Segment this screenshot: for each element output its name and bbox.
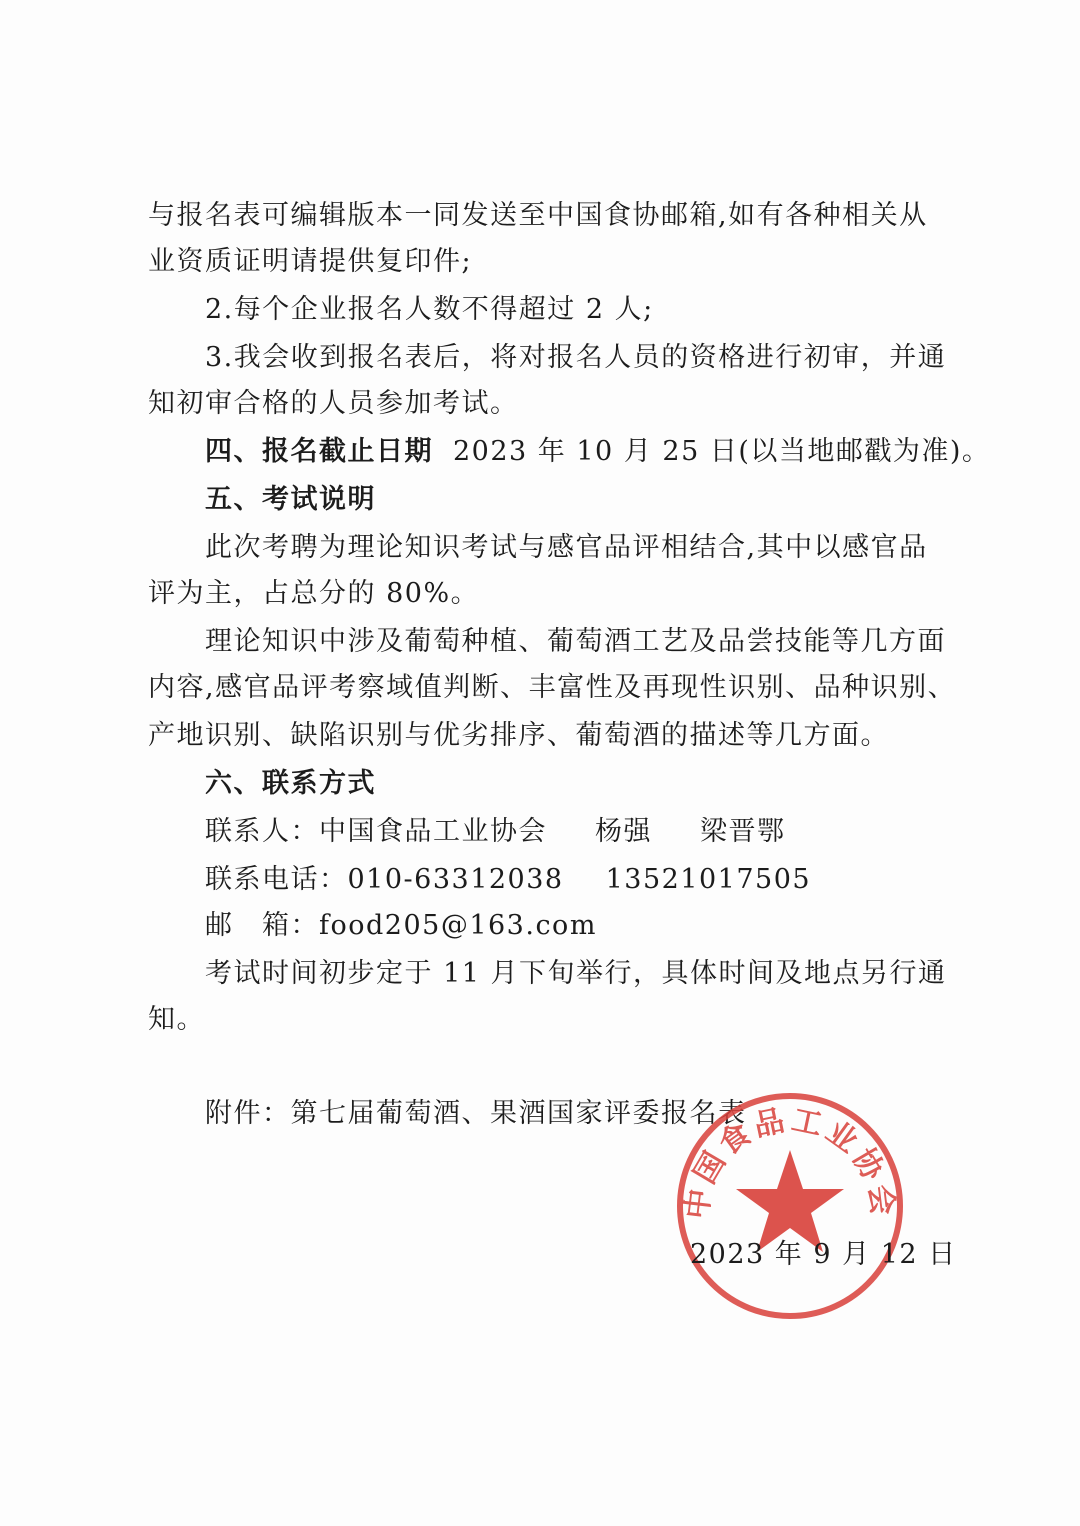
paragraph-line: 理论知识中涉及葡萄种植、葡萄酒工艺及品尝技能等几方面	[205, 626, 946, 657]
paragraph-line: 内容,感官品评考察域值判断、丰富性及再现性识别、品种识别、	[148, 672, 957, 703]
paragraph-line: 与报名表可编辑版本一同发送至中国食协邮箱,如有各种相关从	[148, 200, 928, 231]
paragraph-line: 考试时间初步定于 11 月下旬举行，具体时间及地点另行通	[205, 958, 947, 989]
contact-name: 杨强	[595, 816, 652, 847]
section-heading-exam: 五、考试说明	[205, 484, 376, 515]
list-item-3: 3.我会收到报名表后，将对报名人员的资格进行初审，并通	[205, 342, 947, 373]
section-heading-deadline: 四、报名截止日期	[205, 436, 433, 467]
attachment-line: 附件：第七届葡萄酒、果酒国家评委报名表	[205, 1098, 747, 1129]
paragraph-line: 此次考聘为理论知识考试与感官品评相结合,其中以感官品	[205, 532, 928, 563]
paragraph-line: 业资质证明请提供复印件;	[148, 246, 473, 277]
seal-text: 中国食品工业协会	[679, 1102, 901, 1221]
contact-name: 梁晋鄂	[700, 816, 786, 847]
list-item-2: 2.每个企业报名人数不得超过 2 人;	[205, 294, 654, 325]
contact-email-line: 邮 箱：food205@163.com	[205, 910, 597, 941]
paragraph-line: 知初审合格的人员参加考试。	[148, 388, 519, 419]
contact-person-line	[205, 812, 786, 852]
document-date: 2023 年 9 月 12 日	[690, 1239, 957, 1270]
contact-label: 联系人：中国食品工业协会	[205, 816, 547, 847]
deadline-text: 2023 年 10 月 25 日(以当地邮戳为准)。	[453, 436, 991, 467]
paragraph-line: 知。	[148, 1004, 205, 1035]
phone-number: 13521017505	[605, 864, 812, 895]
phone-label: 联系电话：010-63312038	[205, 864, 564, 895]
section-heading-contact: 六、联系方式	[205, 768, 376, 799]
deadline-line	[205, 432, 990, 472]
contact-phone-line	[205, 860, 811, 900]
paragraph-line: 评为主，占总分的 80%。	[148, 578, 480, 609]
paragraph-line: 产地识别、缺陷识别与优劣排序、葡萄酒的描述等几方面。	[148, 720, 889, 751]
official-seal	[672, 1088, 908, 1324]
